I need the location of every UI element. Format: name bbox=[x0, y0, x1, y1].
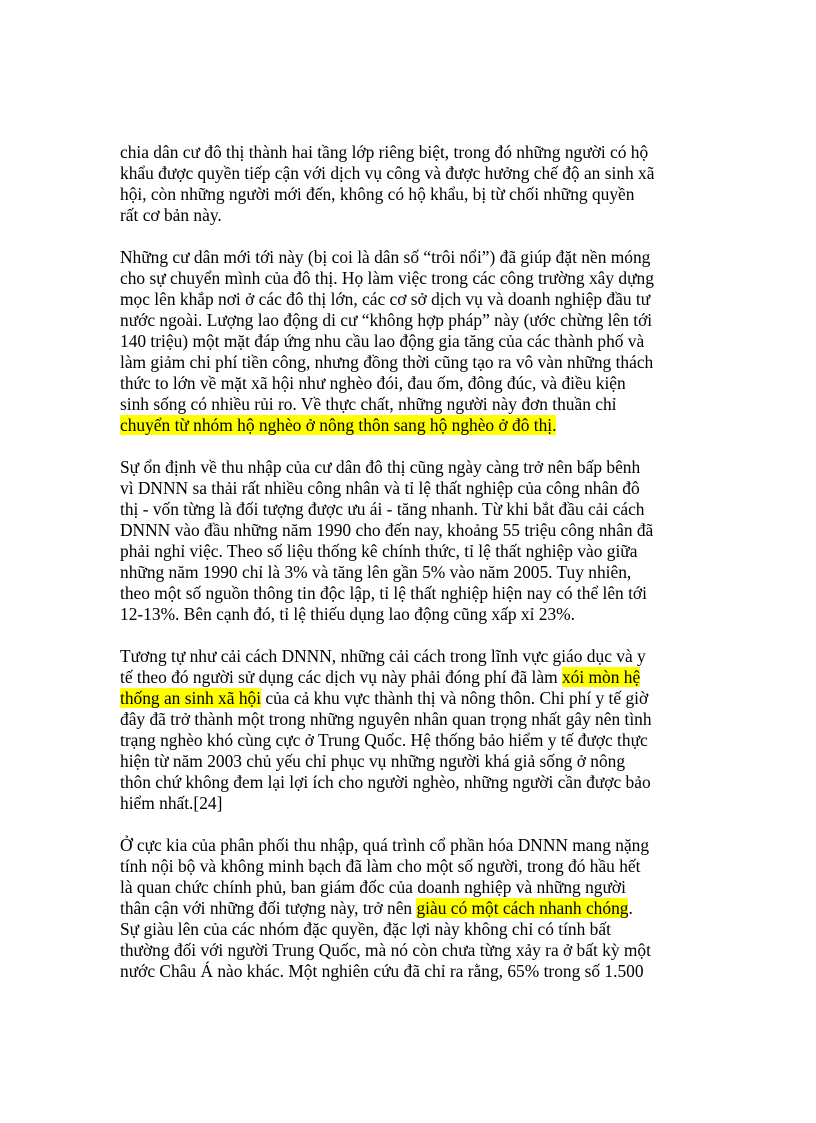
text-segment: phải nghỉ việc. Theo số liệu thống kê chính thức, tỉ lệ thất nghiệp vào giữa bbox=[120, 541, 638, 561]
text-line bbox=[120, 352, 700, 373]
text-segment: tế theo đó người sử dụng các dịch vụ này phải đóng phí đã làm bbox=[120, 667, 562, 687]
text-line bbox=[120, 520, 700, 541]
text-line bbox=[120, 772, 700, 793]
text-segment: Sự giàu lên của các nhóm đặc quyền, đặc lợi này không chỉ có tính bất bbox=[120, 919, 611, 939]
text-segment: Những cư dân mới tới này (bị coi là dân số “trôi nổi”) đã giúp đặt nền móng bbox=[120, 247, 651, 267]
text-segment: là quan chức chính phủ, ban giám đốc của doanh nghiệp và những người bbox=[120, 877, 626, 897]
paragraph bbox=[120, 142, 700, 226]
text-segment: chia dân cư đô thị thành hai tầng lớp riêng biệt, trong đó những người có hộ bbox=[120, 142, 649, 162]
text-segment: DNNN vào đầu những năm 1990 cho đến nay, khoảng 55 triệu công nhân đã bbox=[120, 520, 654, 540]
text-line bbox=[120, 583, 700, 604]
highlighted-text: giàu có một cách nhanh chóng bbox=[416, 898, 629, 918]
text-line bbox=[120, 709, 700, 730]
text-segment: đây đã trở thành một trong những nguyên nhân quan trọng nhất gây nên tình bbox=[120, 709, 652, 729]
paragraph bbox=[120, 457, 700, 625]
text-line bbox=[120, 541, 700, 562]
text-segment: . bbox=[628, 898, 633, 918]
text-line bbox=[120, 310, 700, 331]
text-line bbox=[120, 394, 700, 415]
text-line bbox=[120, 835, 700, 856]
highlighted-text: chuyển từ nhóm hộ nghèo ở nông thôn sang hộ nghèo ở đô thị. bbox=[120, 415, 557, 435]
text-segment: Tương tự như cải cách DNNN, những cải cách trong lĩnh vực giáo dục và y bbox=[120, 646, 646, 666]
text-segment: thường đối với người Trung Quốc, mà nó còn chưa từng xảy ra ở bất kỳ một bbox=[120, 940, 651, 960]
text-line bbox=[120, 751, 700, 772]
text-line bbox=[120, 184, 700, 205]
text-segment: của cả khu vực thành thị và nông thôn. Chi phí y tế giờ bbox=[261, 688, 649, 708]
text-line bbox=[120, 457, 700, 478]
text-line bbox=[120, 205, 700, 226]
text-segment: hội, còn những người mới đến, không có hộ khẩu, bị từ chối những quyền bbox=[120, 184, 635, 204]
text-segment: khẩu được quyền tiếp cận với dịch vụ công và được hưởng chế độ an sinh xã bbox=[120, 163, 655, 183]
text-segment: nước ngoài. Lượng lao động di cư “không hợp pháp” này (ước chừng lên tới bbox=[120, 310, 653, 330]
text-segment: vì DNNN sa thải rất nhiều công nhân và tỉ lệ thất nghiệp của công nhân đô bbox=[120, 478, 640, 498]
text-line bbox=[120, 268, 700, 289]
text-line bbox=[120, 142, 700, 163]
text-line bbox=[120, 856, 700, 877]
text-segment: cho sự chuyển mình của đô thị. Họ làm việc trong các công trường xây dựng bbox=[120, 268, 654, 288]
text-line bbox=[120, 793, 700, 814]
text-line bbox=[120, 961, 700, 982]
paragraph bbox=[120, 835, 700, 982]
text-segment: sinh sống có nhiều rủi ro. Về thực chất, những người này đơn thuần chỉ bbox=[120, 394, 617, 414]
text-line bbox=[120, 562, 700, 583]
text-line bbox=[120, 415, 700, 436]
paragraph bbox=[120, 646, 700, 814]
text-line bbox=[120, 331, 700, 352]
text-segment: nước Châu Á nào khác. Một nghiên cứu đã chỉ ra rằng, 65% trong số 1.500 bbox=[120, 961, 644, 981]
text-segment: thị - vốn từng là đối tượng được ưu ái - tăng nhanh. Từ khi bắt đầu cải cách bbox=[120, 499, 645, 519]
text-segment: rất cơ bản này. bbox=[120, 205, 222, 225]
text-line bbox=[120, 499, 700, 520]
text-line bbox=[120, 667, 700, 688]
highlighted-text: thống an sinh xã hội bbox=[120, 688, 262, 708]
text-line bbox=[120, 289, 700, 310]
text-line bbox=[120, 898, 700, 919]
text-segment: mọc lên khắp nơi ở các đô thị lớn, các cơ sở dịch vụ và doanh nghiệp đầu tư bbox=[120, 289, 651, 309]
text-segment: hiểm nhất.[24] bbox=[120, 793, 223, 813]
text-line bbox=[120, 247, 700, 268]
text-segment: 12-13%. Bên cạnh đó, tỉ lệ thiếu dụng lao động cũng xấp xỉ 23%. bbox=[120, 604, 575, 624]
text-line bbox=[120, 877, 700, 898]
paragraph bbox=[120, 247, 700, 436]
text-segment: tính nội bộ và không minh bạch đã làm cho một số người, trong đó hầu hết bbox=[120, 856, 641, 876]
text-segment: Sự ổn định về thu nhập của cư dân đô thị cũng ngày càng trở nên bấp bênh bbox=[120, 457, 641, 477]
text-line bbox=[120, 646, 700, 667]
text-segment: hiện từ năm 2003 chủ yếu chỉ phục vụ những người khá giả sống ở nông bbox=[120, 751, 626, 771]
text-line bbox=[120, 478, 700, 499]
text-segment: theo một số nguồn thông tin độc lập, tỉ lệ thất nghiệp hiện nay có thể lên tới bbox=[120, 583, 647, 603]
text-segment: thân cận với những đối tượng này, trở nên bbox=[120, 898, 417, 918]
text-line bbox=[120, 163, 700, 184]
text-segment: thức to lớn về mặt xã hội như nghèo đói, đau ốm, đông đúc, và điều kiện bbox=[120, 373, 626, 393]
text-line bbox=[120, 373, 700, 394]
text-line bbox=[120, 940, 700, 961]
text-line bbox=[120, 604, 700, 625]
text-segment: Ở cực kia của phân phối thu nhập, quá trình cổ phần hóa DNNN mang nặng bbox=[120, 835, 650, 855]
document-page bbox=[120, 142, 700, 1003]
highlighted-text: xói mòn hệ bbox=[561, 667, 641, 687]
text-line bbox=[120, 919, 700, 940]
text-segment: thôn chứ không đem lại lợi ích cho người nghèo, những người cần được bảo bbox=[120, 772, 651, 792]
text-line bbox=[120, 688, 700, 709]
text-line bbox=[120, 730, 700, 751]
text-segment: 140 triệu) một mặt đáp ứng nhu cầu lao động gia tăng của các thành phố và bbox=[120, 331, 645, 351]
text-segment: những năm 1990 chỉ là 3% và tăng lên gần 5% vào năm 2005. Tuy nhiên, bbox=[120, 562, 632, 582]
text-segment: trạng nghèo khó cùng cực ở Trung Quốc. Hệ thống bảo hiểm y tế được thực bbox=[120, 730, 648, 750]
text-segment: làm giảm chi phí tiền công, nhưng đồng thời cũng tạo ra vô vàn những thách bbox=[120, 352, 654, 372]
